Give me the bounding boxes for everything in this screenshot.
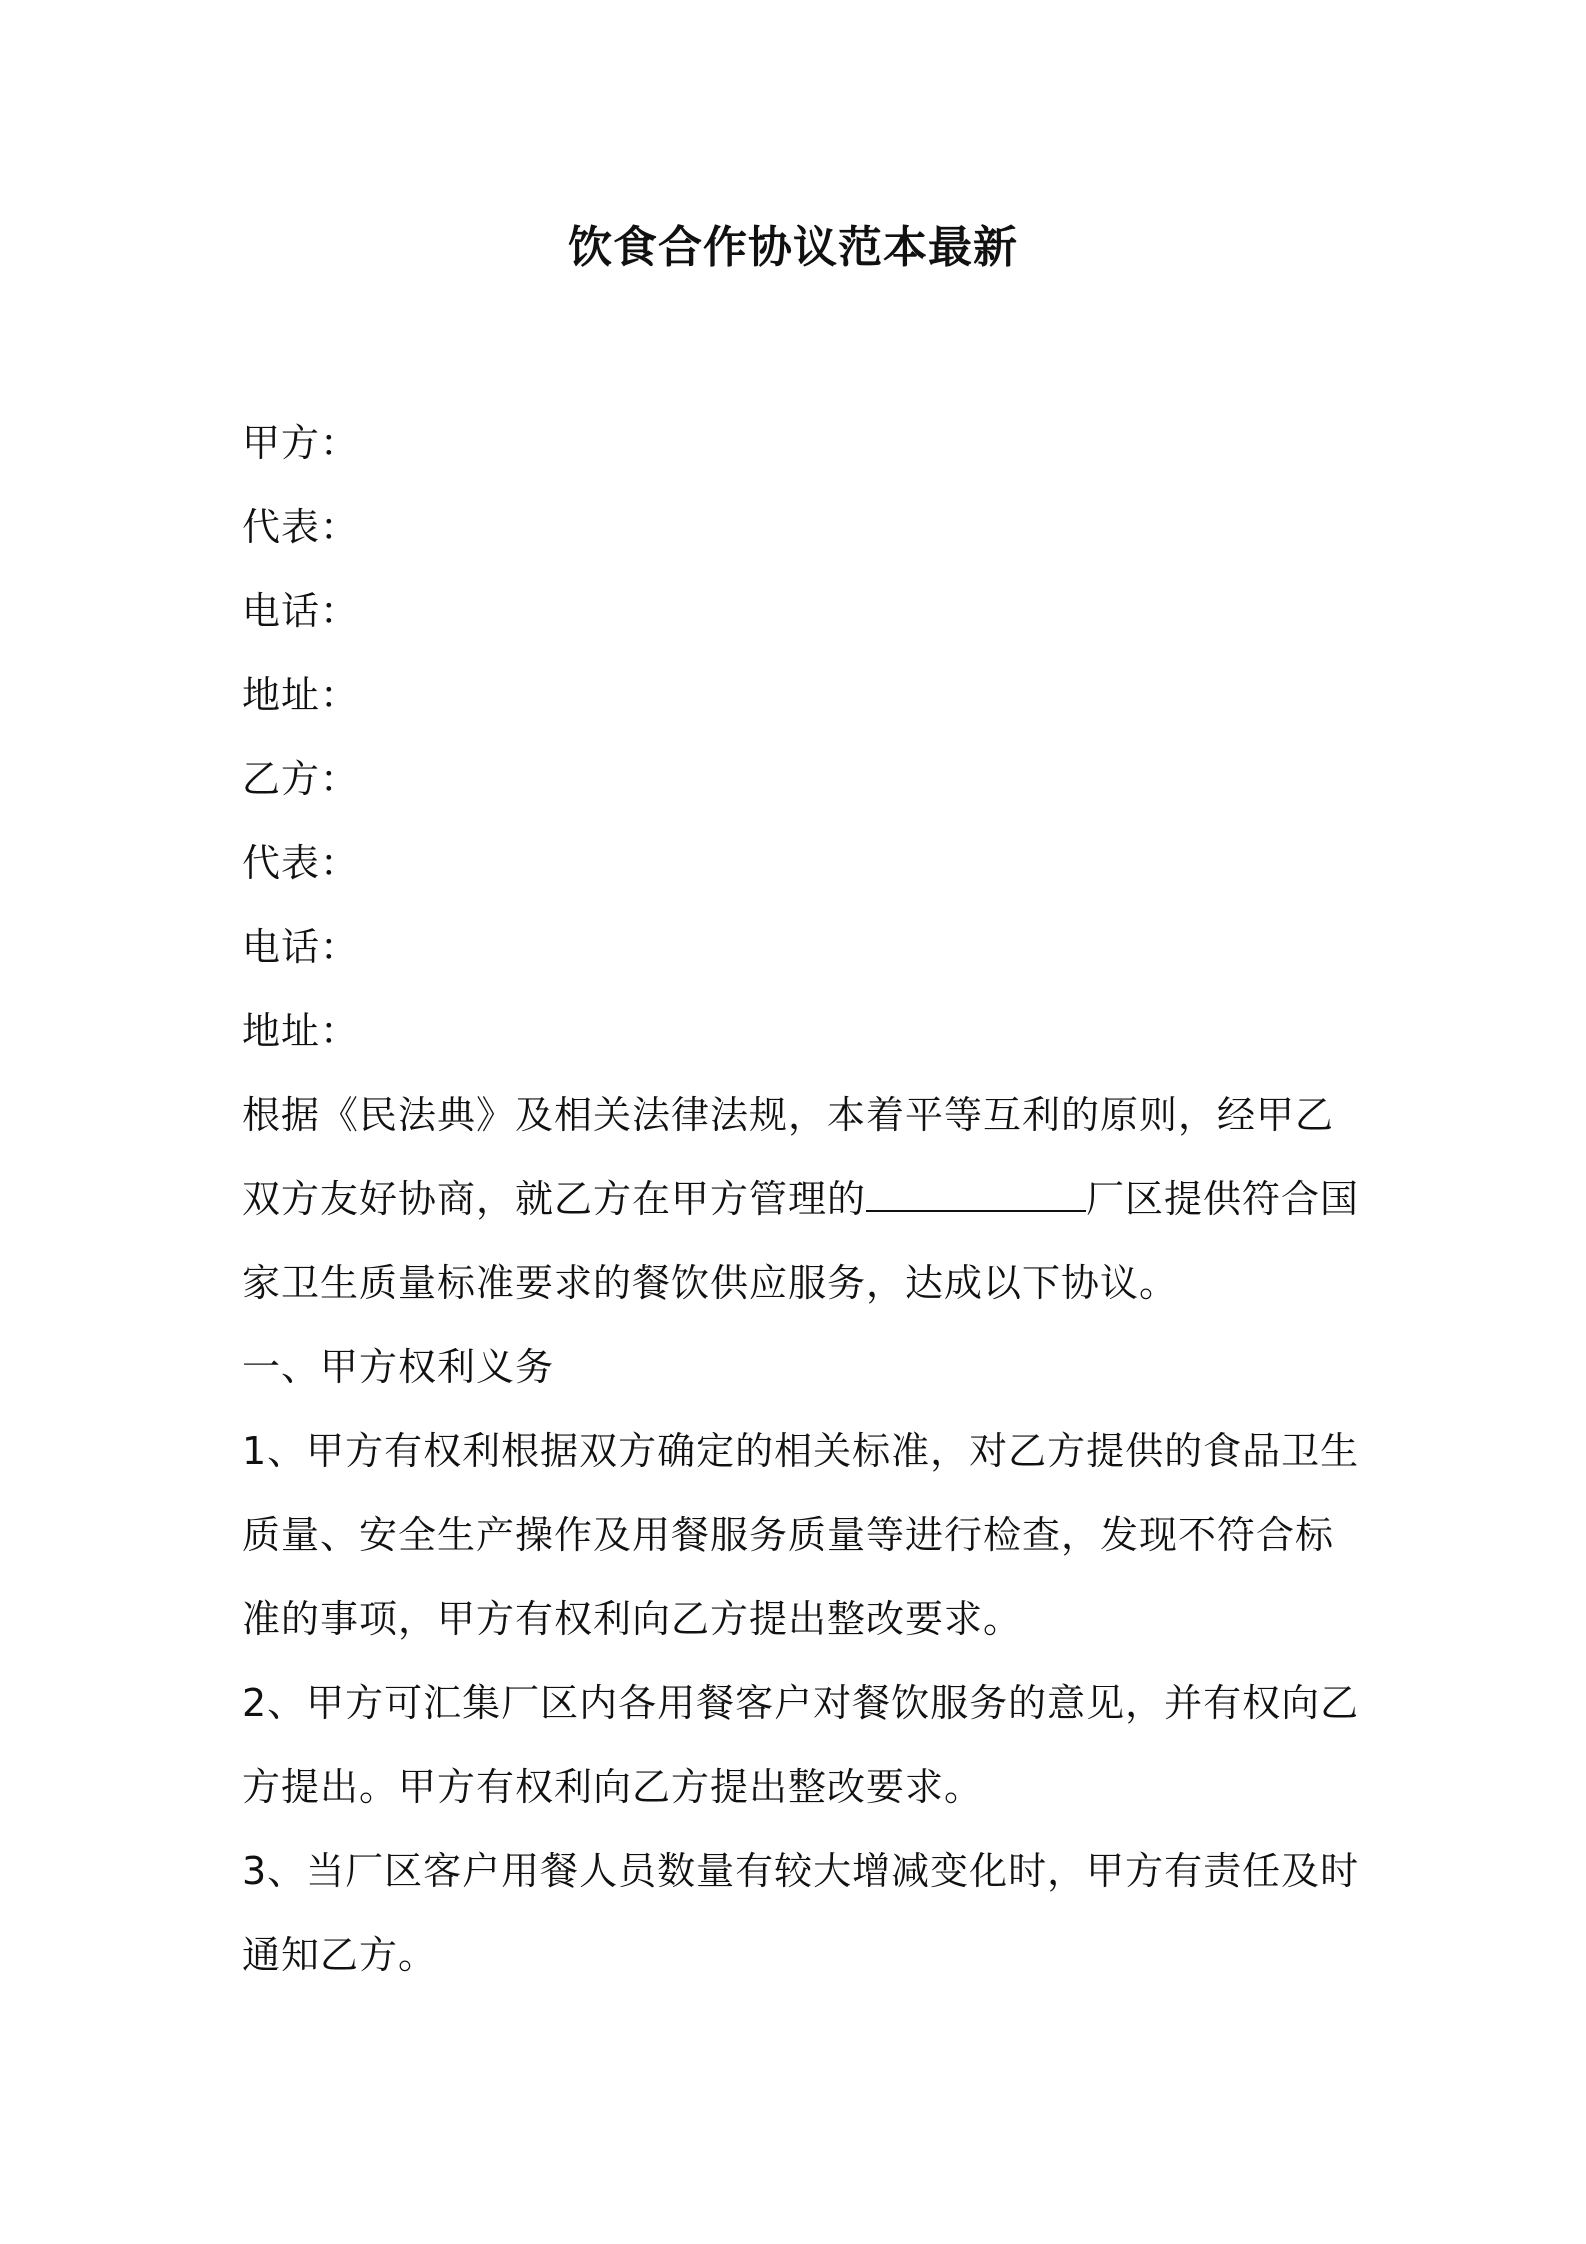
section-1-clause-1: 1、甲方有权利根据双方确定的相关标准，对乙方提供的食品卫生质量、安全生产操作及用餐服务质量等进行检查，发现不符合标准的事项，甲方有权利向乙方提出整改要求。 [242,1429,1360,1641]
factory-name-blank [866,1176,1086,1212]
party-b-label: 乙方： [242,757,360,801]
party-a-representative-label: 代表： [242,505,360,549]
party-a-label: 甲方： [242,421,360,465]
party-b-representative-label: 代表： [242,841,360,885]
document-body [242,401,1362,1997]
party-b-address-label: 地址： [242,1009,360,1053]
party-a-address-label: 地址： [242,673,360,717]
party-a-phone-label: 电话： [242,589,360,633]
preamble-paragraph [242,1073,1362,1325]
preamble-text-after-blank: 厂区提供符合国家卫生质量标准要求的餐饮供应服务，达成以下协议。 [242,1177,1360,1305]
document-title: 饮食合作协议范本最新 [568,222,1018,273]
section-1-clause-3: 3、当厂区客户用餐人员数量有较大增减变化时，甲方有责任及时通知乙方。 [242,1849,1360,1977]
section-1-clause-2: 2、甲方可汇集厂区内各用餐客户对餐饮服务的意见，并有权向乙方提出。甲方有权利向乙方提出整改要求。 [242,1681,1360,1809]
preamble-text-before-blank: 根据《民法典》及相关法律法规，本着平等互利的原则，经甲乙双方友好协商，就乙方在甲方管理的 [242,1093,1335,1221]
party-b-phone-label: 电话： [242,925,360,969]
section-1-heading: 一、甲方权利义务 [242,1345,555,1389]
